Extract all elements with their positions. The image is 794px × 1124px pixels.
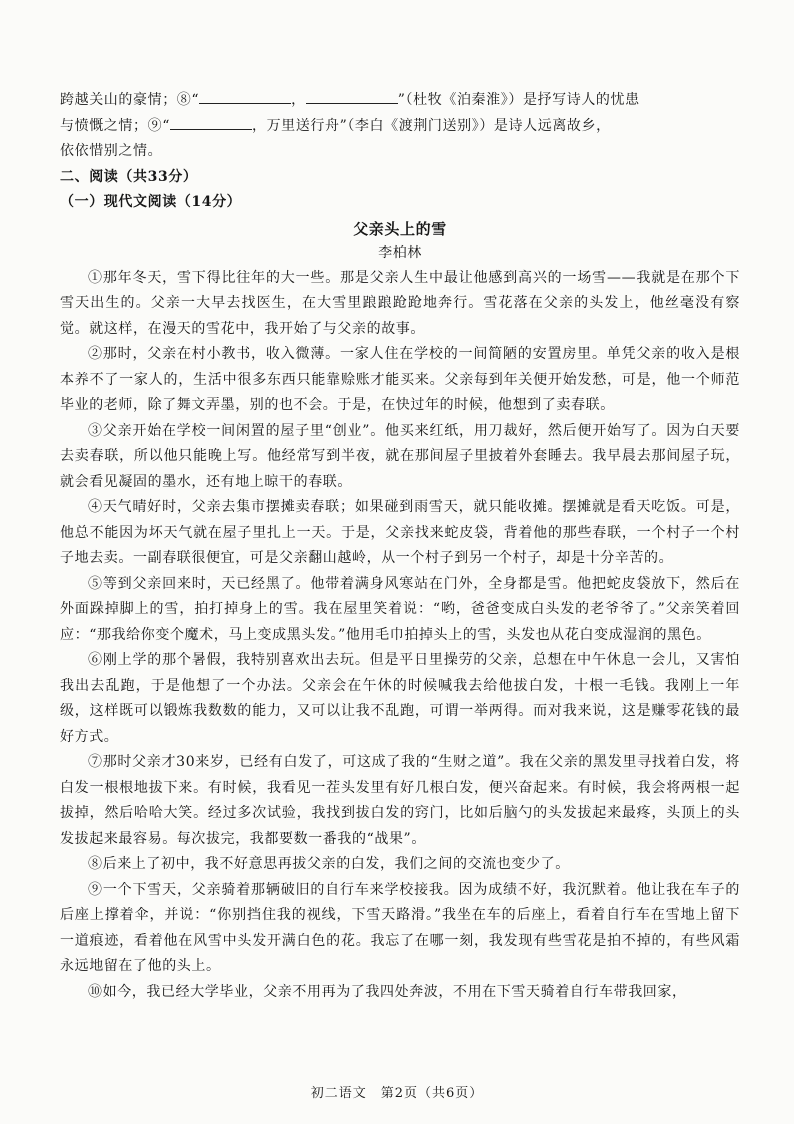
fill-in-line-1: [60, 88, 740, 114]
article-title: 父亲头上的雪: [353, 219, 447, 238]
article-paragraph: ⑧后来上了初中，我不好意思再拔父亲的白发，我们之间的交流也变少了。: [88, 856, 570, 872]
article-paragraph: ③父亲开始在学校一间闲置的屋子里“创业”。他买来红纸，用刀裁好，然后便开始写了。因为白天要去卖春联，所以他只能晚上写。他经常写到半夜，就在那间屋子里披着外套睡去。我早晨去那间屋子玩，就会看见凝固的墨水，还有地上晾干的春联。: [60, 422, 740, 490]
page-content: [60, 88, 740, 1005]
answer-blank[interactable]: [170, 115, 252, 130]
article-paragraph: ⑥刚上学的那个暑假，我特别喜欢出去玩。但是平日里操劳的父亲，总想在中午休息一会儿，又害怕我出去乱跑，于是他想了一个办法。父亲会在午休的时候喊我去给他拔白发，十根一毛钱。我刚上一年级，这样既可以锻炼我数数的能力，又可以让我不乱跑，可谓一举两得。而对我来说，这是赚零花钱的最好方式。: [60, 652, 740, 745]
article-paragraph: ④天气晴好时，父亲去集市摆摊卖春联；如果碰到雨雪天，就只能收摊。摆摊就是看天吃饭。可是，他总不能因为坏天气就在屋子里扎上一天。于是，父亲找来蛇皮袋，背着他的那些春联，一个村子一个村子地去卖。一副春联很便宜，可是父亲翻山越岭，从一个村子到另一个村子，却是十分辛苦的。: [60, 499, 740, 566]
text-segment: ，万里送行舟”（李白《渡荆门送别》）是诗人远离故乡，: [251, 117, 611, 134]
article-paragraph: ②那时，父亲在村小教书，收入微薄。一家人住在学校的一间简陋的安置房里。单凭父亲的收入是根本养不了一家人的，生活中很多东西只能靠赊账才能买来。父亲每到年关便开始发愁，可是，他一个师范毕业的老师，除了舞文弄墨，别的也不会。于是，在快过年的时候，他想到了卖春联。: [60, 346, 740, 413]
subsection-heading: （一）现代文阅读（14分）: [60, 194, 242, 210]
article-paragraph: ⑨一个下雪天，父亲骑着那辆破旧的自行车来学校接我。因为成绩不好，我沉默着。他让我在车子的后座上撑着伞，并说：“你别挡住我的视线，下雪天路滑。”我坐在车的后座上，看着自行车在雪地上留下一道痕迹，看着他在风雪中头发开满白色的花。我忘了在哪一刻，我发现有些雪花是拍不掉的，有些风霜永远地留在了他的头上。: [60, 881, 740, 974]
text-segment: 与愤慨之情；⑨“: [60, 117, 170, 134]
answer-blank[interactable]: [199, 89, 291, 104]
article-paragraph: ⑩如今，我已经大学毕业，父亲不用再为了我四处奔波，不用在下雪天骑着自行车带我回家，: [88, 983, 687, 1000]
fill-in-line-3: 依依惜别之情。: [60, 143, 163, 159]
page-footer: 初二语文 第2页（共6页）: [310, 1086, 484, 1101]
article-paragraph: ⑤等到父亲回来时，天已经黑了。他带着满身风寒站在门外，全身都是雪。他把蛇皮袋放下，然后在外面跺掉脚上的雪，拍打掉身上的雪。我在屋里笑着说：“哟，爸爸变成白头发的老爷爷了。”父亲笑着回应：“那我给你变个魔术，马上变成黑头发。”他用毛巾拍掉头上的雪，头发也从花白变成湿润的黑色。: [60, 575, 740, 643]
article-paragraph: ⑦那时父亲才30来岁，已经有白发了，可这成了我的“生财之道”。我在父亲的黑发里寻找着白发，将白发一根根地拔下来。有时候，我看见一茬头发里有好几根白发，便兴奋起来。有时候，我会将两根一起拔掉，然后哈哈大笑。经过多次试验，我找到拔白发的窍门，比如后脑勺的头发拔起来最疼，头顶上的头发拔起来最容易。每次拔完，我都要数一番我的“战果”。: [60, 754, 740, 847]
section-heading: 二、阅读（共33分）: [60, 168, 198, 185]
fill-in-line-2: [60, 114, 740, 140]
text-segment: ”（杜牧《泊秦淮》）是抒写诗人的忧患: [397, 92, 640, 108]
article-paragraph: ①那年冬天，雪下得比往年的大一些。那是父亲人生中最让他感到高兴的一场雪——我就是在那个下雪天出生的。父亲一大早去找医生，在大雪里踉踉跄跄地奔行。雪花落在父亲的头发上，他丝毫没有察觉。就这样，在漫天的雪花中，我开始了与父亲的故事。: [60, 269, 740, 337]
article-author: 李柏林: [378, 244, 422, 261]
text-segment: 跨越关山的豪情；⑧“: [60, 92, 200, 108]
text-segment: ，: [291, 92, 306, 108]
answer-blank[interactable]: [306, 89, 398, 104]
